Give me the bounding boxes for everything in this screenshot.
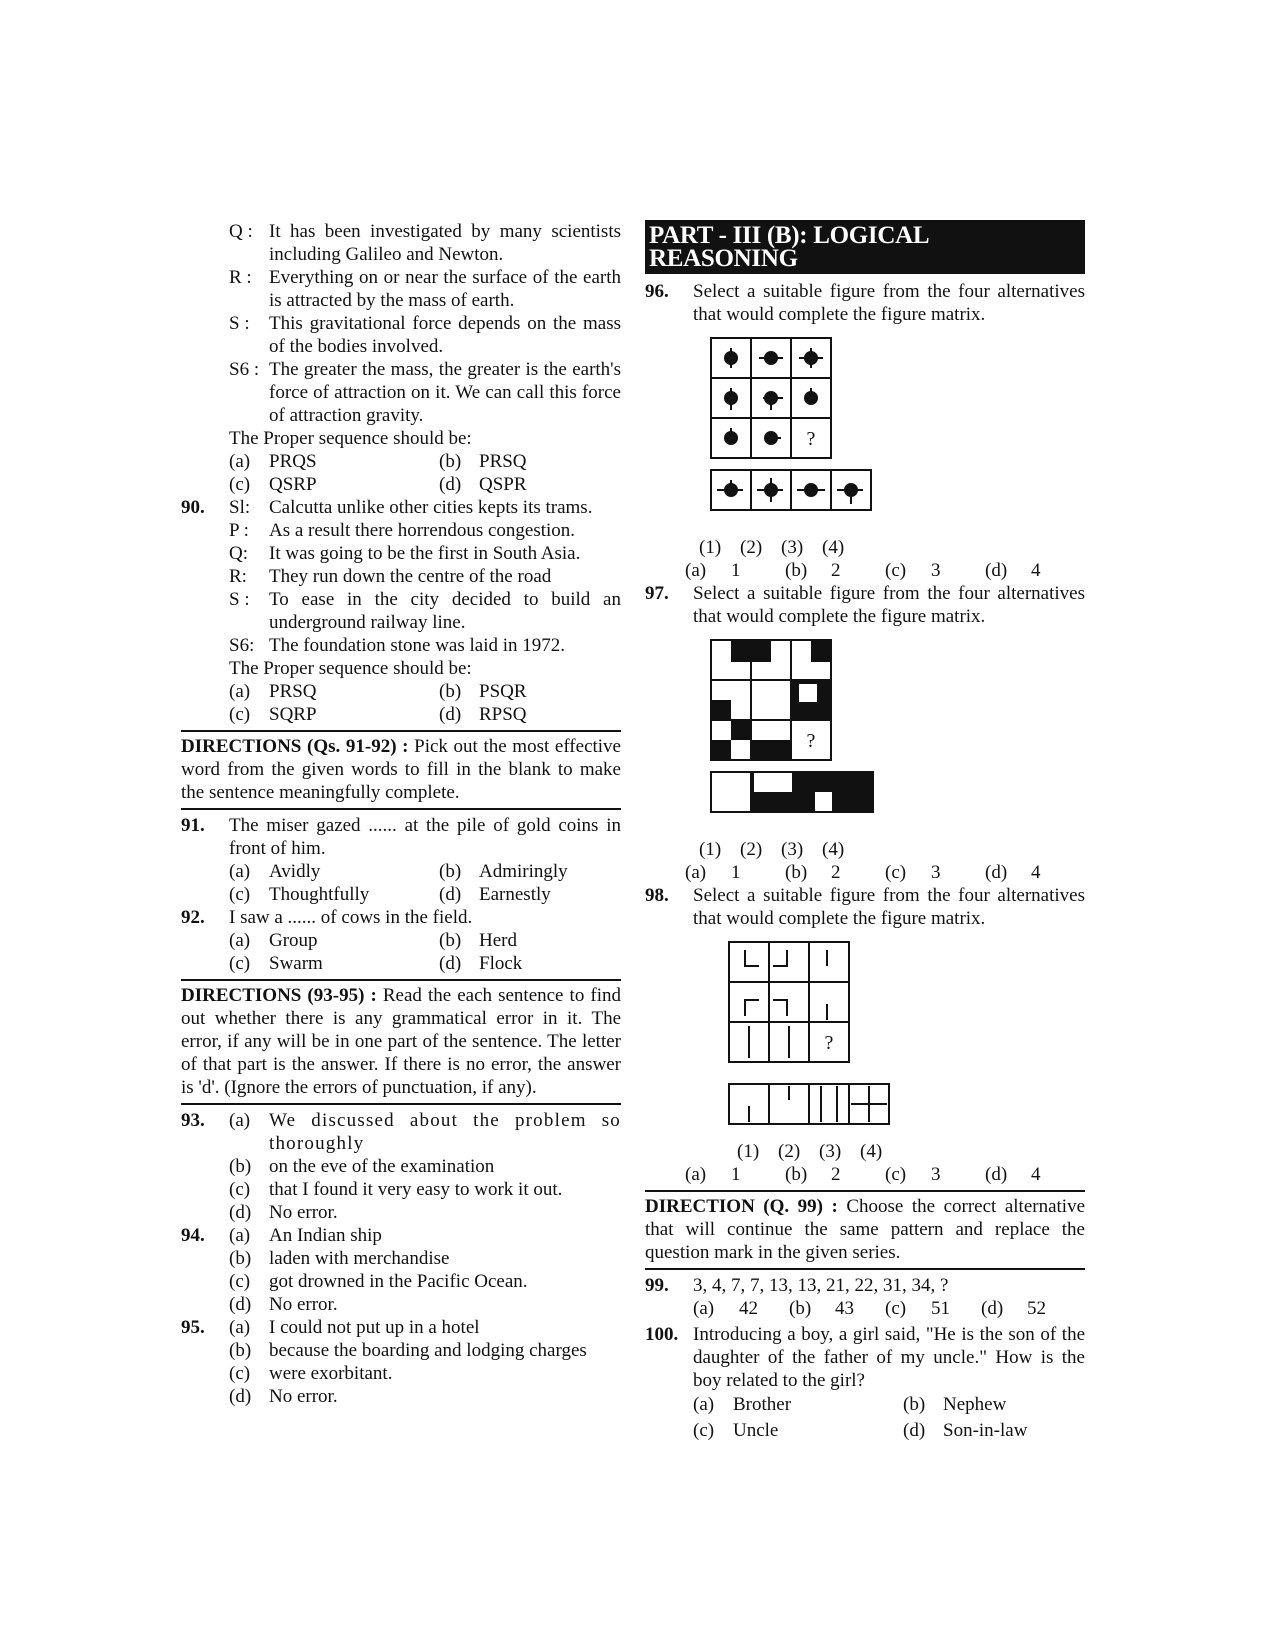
- figure-labels-98: (1) (2) (3) (4): [737, 1141, 883, 1162]
- options-100: [645, 1392, 1085, 1444]
- statement-r: R : Everything on or near the surface of the earth is attracted by the mass of earth.: [229, 267, 621, 311]
- question-text: 3, 4, 7, 7, 13, 13, 21, 22, 31, 34, ?: [693, 1275, 949, 1296]
- question-text: Select a suitable figure from the four alternatives that would complete the figure matrix.: [693, 281, 1085, 325]
- options-91: [181, 860, 621, 906]
- options-89: [181, 450, 621, 496]
- option-b[interactable]: (b) Admiringly: [439, 861, 568, 882]
- option-b[interactable]: (b) 43: [789, 1298, 854, 1319]
- option-c[interactable]: (c) QSRP: [229, 474, 317, 495]
- option-a[interactable]: (a) PRSQ: [229, 681, 317, 702]
- options-90: [181, 680, 621, 726]
- part-a[interactable]: An Indian ship: [269, 1225, 382, 1246]
- option-a[interactable]: (a) Group: [229, 930, 318, 951]
- right-column: [645, 220, 1085, 1444]
- part-c[interactable]: were exorbitant.: [269, 1363, 393, 1384]
- sequence-prompt: The Proper sequence should be:: [229, 428, 472, 449]
- question-number: 95.: [181, 1317, 205, 1338]
- options-96: [645, 559, 1085, 582]
- figure-matrix-98: [693, 940, 933, 1140]
- option-d[interactable]: (d) 52: [981, 1298, 1046, 1319]
- option-d[interactable]: (d) Flock: [439, 953, 523, 974]
- part-d[interactable]: No error.: [269, 1202, 338, 1223]
- question-text: Introducing a boy, a girl said, "He is the son of the daughter of the father of my uncle." How is the boy related to the girl?: [693, 1324, 1085, 1391]
- option-a[interactable]: (a) Avidly: [229, 861, 321, 882]
- statement-s6: S6: The foundation stone was laid in 1972.: [229, 635, 566, 656]
- option-a[interactable]: (a) Brother: [693, 1394, 792, 1415]
- option-c[interactable]: (c) 3: [885, 862, 941, 883]
- statement-s: S : To ease in the city decided to build an underground railway line.: [229, 589, 621, 633]
- question-mark: ?: [806, 730, 816, 752]
- question-number: 93.: [181, 1110, 205, 1131]
- options-99: [645, 1297, 1085, 1320]
- question-93: 93. (a) We discussed about the problem so thoroughly (b) on the eve of the examination (c) that I found it very easy to work it out. (d) No error.: [181, 1110, 621, 1223]
- option-d[interactable]: (d) RPSQ: [439, 704, 527, 725]
- option-a[interactable]: (a) 1: [685, 560, 741, 581]
- option-c[interactable]: (c) SQRP: [229, 704, 317, 725]
- figure-labels-97: (1) (2) (3) (4): [699, 839, 845, 860]
- statement-r: R: They run down the centre of the road: [229, 566, 552, 587]
- question-text: Select a suitable figure from the four alternatives that would complete the figure matrix.: [693, 885, 1085, 929]
- left-column: [181, 220, 621, 1408]
- question-99: [645, 1274, 1085, 1320]
- question-number: 92.: [181, 907, 205, 928]
- sequence-prompt: The Proper sequence should be:: [229, 658, 472, 679]
- question-number: 100.: [645, 1324, 679, 1345]
- options-98: [645, 1163, 1085, 1186]
- option-c[interactable]: (c) 3: [885, 560, 941, 581]
- option-a[interactable]: (a) PRQS: [229, 451, 317, 472]
- question-text: I saw a ...... of cows in the field.: [229, 907, 473, 928]
- option-c[interactable]: (c) Thoughtfully: [229, 884, 370, 905]
- part-b[interactable]: because the boarding and lodging charges: [269, 1340, 587, 1361]
- statement-p: P : As a result there horrendous congestion.: [229, 520, 576, 541]
- question-mark: ?: [806, 428, 816, 450]
- directions-93-95: DIRECTIONS (93-95) : Read the each sentence to find out whether there is any grammatical error in it. The error, if any will be in one part of the sentence. The letter of that part is the answer. If there is no error, the answer is 'd'. (Ignore the errors of punctuation, if any).: [181, 979, 621, 1105]
- option-c[interactable]: (c) Uncle: [693, 1420, 779, 1441]
- option-d[interactable]: (d) QSPR: [439, 474, 527, 495]
- question-text: Select a suitable figure from the four alternatives that would complete the figure matrix.: [693, 583, 1085, 627]
- option-d[interactable]: (d) 4: [985, 1164, 1041, 1185]
- option-b[interactable]: (b) 2: [785, 560, 841, 581]
- option-b[interactable]: (b) PRSQ: [439, 451, 527, 472]
- statement-q: Q: It was going to be the first in South Asia.: [229, 543, 581, 564]
- option-c[interactable]: (c) 3: [885, 1164, 941, 1185]
- figure-matrix-97: [693, 638, 893, 838]
- figure-labels-96: (1) (2) (3) (4): [699, 537, 845, 558]
- option-d[interactable]: (d) 4: [985, 862, 1041, 883]
- figure-matrix-96: [693, 336, 893, 536]
- question-text: The miser gazed ...... at the pile of gold coins in front of him.: [229, 815, 621, 859]
- option-b[interactable]: (b) Nephew: [903, 1394, 1007, 1415]
- statement-s1: 90. Sl: Calcutta unlike other cities kepts its trams.: [181, 497, 593, 518]
- question-100: [645, 1323, 1085, 1444]
- statement-s: S : This gravitational force depends on the mass of the bodies involved.: [229, 313, 621, 357]
- option-b[interactable]: (b) Herd: [439, 930, 517, 951]
- question-number: 96.: [645, 281, 669, 302]
- option-d[interactable]: (d) Earnestly: [439, 884, 551, 905]
- question-92: [181, 906, 621, 975]
- option-a[interactable]: (a) 1: [685, 862, 741, 883]
- part-b[interactable]: on the eve of the examination: [269, 1156, 495, 1177]
- part-a[interactable]: We discussed about the problem so thoroughly: [269, 1110, 621, 1154]
- question-96: [645, 280, 1085, 582]
- statement-s6: S6 : The greater the mass, the greater is the earth's force of attraction on it. We can call this force of attraction gravity.: [229, 359, 621, 426]
- directions-99: DIRECTION (Q. 99) : Choose the correct alternative that will continue the same pattern and replace the question mark in the given series.: [645, 1190, 1085, 1270]
- option-c[interactable]: (c) Swarm: [229, 953, 323, 974]
- question-98: [645, 884, 1085, 1186]
- option-b[interactable]: (b) 2: [785, 1164, 841, 1185]
- question-mark: ?: [824, 1032, 834, 1054]
- part-c[interactable]: that I found it very easy to work it out.: [269, 1179, 563, 1200]
- question-94: 94. (a) An Indian ship (b) laden with merchandise (c) got drowned in the Pacific Ocean. (d) No error.: [181, 1224, 621, 1316]
- question-number: 99.: [645, 1275, 669, 1296]
- question-number: 94.: [181, 1225, 205, 1246]
- question-number: 97.: [645, 583, 669, 604]
- option-d[interactable]: (d) 4: [985, 560, 1041, 581]
- question-95: 95. (a) I could not put up in a hotel (b) because the boarding and lodging charges (c) were exorbitant. (d) No error.: [181, 1316, 621, 1408]
- question-90: [181, 496, 621, 726]
- question-number: 90.: [181, 497, 205, 518]
- part-b[interactable]: laden with merchandise: [269, 1248, 450, 1269]
- option-c[interactable]: (c) 51: [885, 1298, 950, 1319]
- option-d[interactable]: (d) Son-in-law: [903, 1420, 1028, 1441]
- question-89-statements: [181, 220, 621, 496]
- option-b[interactable]: (b) 2: [785, 862, 841, 883]
- option-a[interactable]: (a) 1: [685, 1164, 741, 1185]
- option-a[interactable]: (a) 42: [693, 1298, 758, 1319]
- directions-91-92: DIRECTIONS (Qs. 91-92) : Pick out the most effective word from the given words to fill in the blank to make the sentence meaningfully complete.: [181, 730, 621, 810]
- option-b[interactable]: (b) PSQR: [439, 681, 527, 702]
- part-d[interactable]: No error.: [269, 1386, 338, 1407]
- part-d[interactable]: No error.: [269, 1294, 338, 1315]
- part-a[interactable]: I could not put up in a hotel: [269, 1317, 480, 1338]
- question-97: [645, 582, 1085, 884]
- options-92: [181, 929, 621, 975]
- question-number: 91.: [181, 815, 205, 836]
- options-97: [645, 861, 1085, 884]
- question-number: 98.: [645, 885, 669, 906]
- part-c[interactable]: got drowned in the Pacific Ocean.: [269, 1271, 528, 1292]
- statement-q: Q : It has been investigated by many scientists including Galileo and Newton.: [229, 221, 621, 265]
- part-title: PART - III (B): LOGICAL REASONING: [645, 220, 1085, 274]
- question-91: [181, 814, 621, 906]
